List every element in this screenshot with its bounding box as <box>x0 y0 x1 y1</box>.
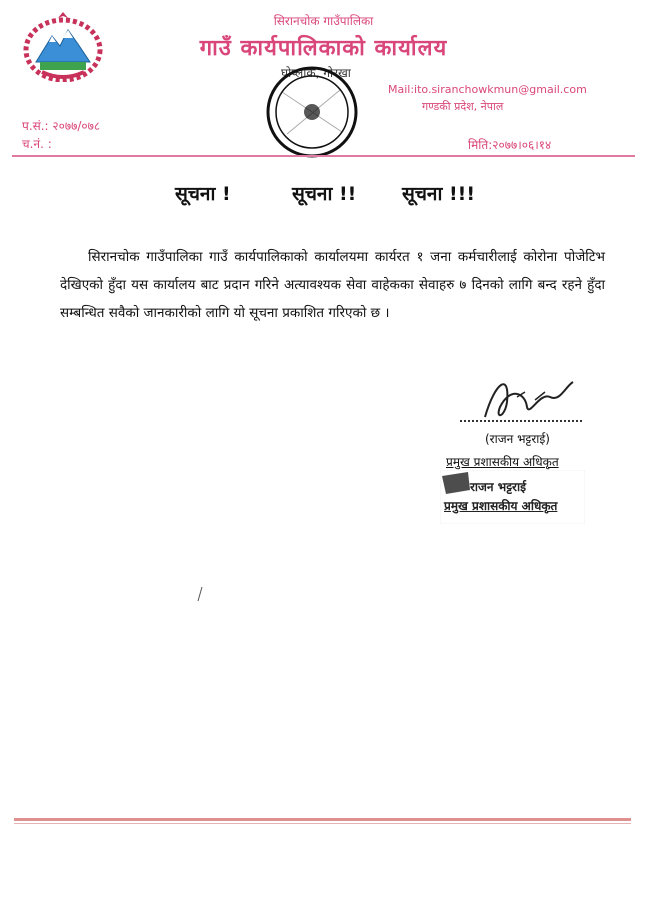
notice-heading-3: सूचना !!! <box>402 183 475 205</box>
footer-divider <box>14 818 631 821</box>
reference-number: प.सं.: २०७७/०७८ <box>22 119 101 133</box>
notice-heading-2: सूचना !! <box>292 183 357 205</box>
signer-name: (राजन भट्टराई) <box>485 432 550 446</box>
footer-divider-thin <box>14 823 631 824</box>
notice-heading-1: सूचना ! <box>175 183 231 205</box>
office-title: गाउँ कार्यपालिकाको कार्यालय <box>199 36 448 61</box>
dispatch-number: च.नं. : <box>22 137 52 151</box>
pen-mark <box>196 586 204 602</box>
email-address: Mail:ito.siranchowkmun@gmail.com <box>388 83 587 96</box>
province-name: गण्डकी प्रदेश, नेपाल <box>422 100 504 113</box>
signature-line <box>460 420 582 422</box>
notice-body: सिरानचोक गाउँपालिका गाउँ कार्यपालिकाको कार्यालयमा कार्यरत १ जना कर्मचारीलाई कोरोना पोजेटिभ देखिएको हुँदा यस कार्यालय बाट प्रदान गरिने अत्यावश्यक सेवा वाहेकका सेवाहरु ७ दिनको लागि बन्द रहने हुँदा सम्बन्धित सवैको जानकारीको लागि यो सूचना प्रकाशित गरिएको छ । <box>60 249 605 321</box>
office-place: घोप्लाक, गोरखा <box>281 66 351 80</box>
stamp-name: राजन भट्टराई <box>470 480 526 494</box>
stamp-title: प्रमुख प्रशासकीय अधिकृत <box>444 499 558 513</box>
municipality-name: सिरानचोक गाउँपालिका <box>273 14 374 28</box>
office-seal-stamp <box>262 62 362 162</box>
issue-date: मिति:२०७७।०६।१४ <box>468 138 552 152</box>
signer-title: प्रमुख प्रशासकीय अधिकृत <box>446 455 559 469</box>
header-divider <box>12 155 635 157</box>
